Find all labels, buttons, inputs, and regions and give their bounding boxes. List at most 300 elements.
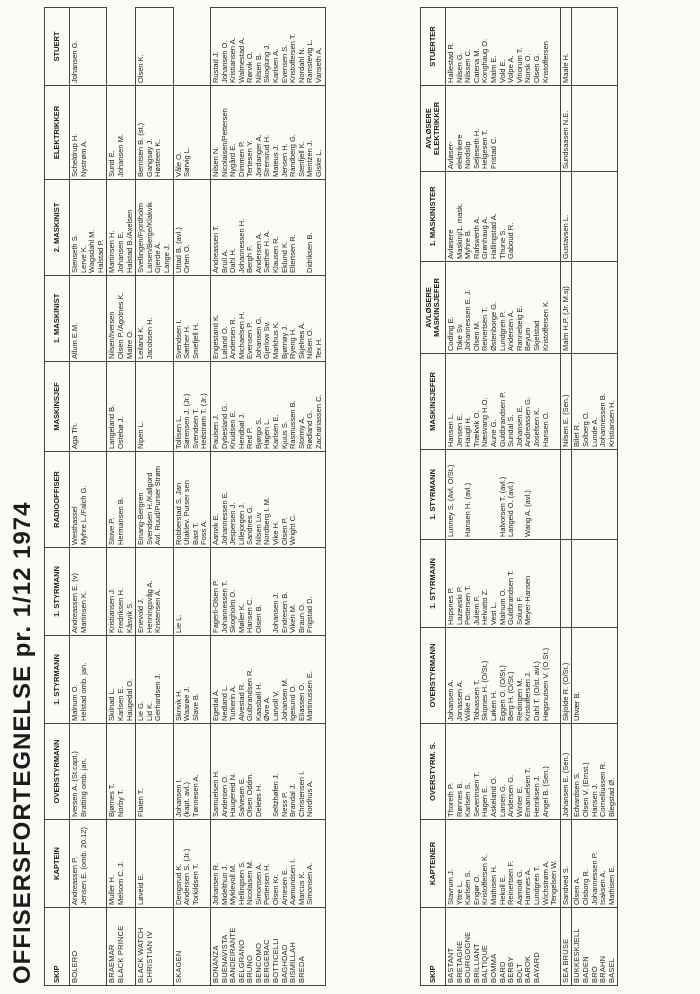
- crew-name: Møller K.: [236, 603, 246, 633]
- crew-name: Mentzen J.: [305, 140, 315, 177]
- ship-name: BOURGOGNE: [463, 931, 473, 983]
- crew-cell: [173, 636, 210, 724]
- page-title: OFFISERSFORTEGNELSE pr. 1/12 1974: [9, 501, 36, 984]
- crew-name: Catena M.: [471, 48, 481, 83]
- crew-cell: [136, 724, 173, 820]
- crew-cell: [70, 820, 107, 908]
- ship-name: BUKKESKJELL: [572, 928, 582, 983]
- crew-cell: [572, 86, 618, 172]
- crew-name: Tollisen L.: [173, 415, 183, 449]
- crew-name: [573, 452, 582, 537]
- ship-name: CHRISTIAN IV: [144, 931, 154, 983]
- crew-name: Angel B. (Sen.): [540, 766, 550, 817]
- crew-name: Stove P.: [107, 517, 117, 545]
- column-header: KAPTEINER: [421, 820, 446, 908]
- ship-name: BERBY: [506, 956, 516, 983]
- table-row: [446, 8, 561, 986]
- crew-name: Jensen E. (omb. 20.12): [78, 827, 88, 905]
- column-header: 1. STYRMANN: [421, 450, 446, 540]
- crew-name: Sundal S.: [506, 414, 516, 447]
- crew-name: Halvorsen T. (avl.): [497, 476, 507, 537]
- crew-name: Norby T.: [115, 789, 125, 817]
- crew-name: Myhre L./Falch G.: [78, 485, 88, 545]
- crew-name: Bilet R.: [572, 422, 582, 447]
- table-row: [70, 8, 107, 986]
- crew-name: Johansen I.: [173, 778, 183, 817]
- crew-name: Johansen G.: [253, 316, 263, 359]
- crew-name: Malnum O.: [70, 684, 79, 721]
- crew-name: Løveid E.: [136, 873, 146, 905]
- crew-name: Henriksen J.: [531, 775, 541, 817]
- crew-name: Johansen E.: [514, 405, 524, 447]
- crew-name: Guldbrandsen P.: [497, 391, 507, 447]
- crew-name: Volpe A.: [506, 55, 516, 83]
- crew-name: Svendsen T.: [190, 407, 200, 449]
- crew-name: Våle O.: [173, 151, 183, 177]
- crew-name: Vold E.: [497, 59, 507, 83]
- crew-name: Viken M.: [288, 603, 298, 633]
- crew-name: Hekoll E.: [497, 874, 507, 905]
- crew-name: Sørensen J. (Jr.): [182, 393, 192, 449]
- crew-name: Lie G.: [136, 700, 146, 721]
- crew-cell: [572, 354, 618, 450]
- column-header: 1. STYRMANN: [421, 540, 446, 628]
- crew-name: Robberstad S. Jan: [173, 482, 183, 545]
- ship-name: BREDA: [296, 956, 306, 983]
- crew-cell: [136, 8, 173, 86]
- ship-cell: [107, 908, 136, 986]
- ship-name: BANDEIRANTE: [228, 927, 238, 983]
- crew-name: Olsen V. (Ernst.): [580, 762, 590, 817]
- crew-name: Olsen A.: [572, 876, 582, 905]
- crew-cell: [572, 172, 618, 262]
- crew-cell: [572, 540, 618, 628]
- crew-name: Rasmussen B.: [288, 400, 298, 449]
- ship-name: BRAHN: [598, 955, 608, 983]
- crew-name: (kapt. avl.): [182, 781, 192, 817]
- crew-name: Fagerli-Olsen P.: [210, 579, 220, 633]
- column-header: ELEKTRIKKER: [45, 86, 70, 180]
- crew-name: Lie L.: [173, 614, 183, 633]
- crew-name: Frigstad D.: [305, 596, 315, 633]
- crew-name: Rafswerth A.: [471, 216, 481, 259]
- crew-name: Tengelsen W.: [549, 859, 559, 905]
- crew-name: Johansen J.: [271, 592, 281, 633]
- crew-cell: [560, 724, 572, 820]
- crew-cell: [560, 172, 572, 262]
- crew-cell: [572, 450, 618, 540]
- crew-name: Lunde A.: [589, 417, 599, 447]
- crew-name: Turkerin A.: [228, 685, 238, 721]
- crew-cell: [173, 452, 210, 548]
- crew-name: Zachariassen C.: [314, 394, 324, 449]
- crew-cell: [70, 548, 107, 636]
- table-row: [107, 8, 136, 986]
- crew-name: Josefsen K.: [531, 407, 541, 447]
- crew-name: Hedstrøm T. (Jr.): [199, 393, 209, 449]
- crew-name: Lundgren P.: [497, 311, 507, 351]
- crew-name: Muller H.: [107, 874, 117, 905]
- crew-name: Brandal J.: [288, 783, 298, 817]
- ship-name: BAROK: [523, 955, 533, 983]
- crew-name: Michaelsen H.: [236, 311, 246, 359]
- crew-name: Nordhus A.: [305, 779, 315, 817]
- ship-name: BADEN: [580, 956, 590, 983]
- ship-name: BOMMA: [488, 953, 498, 983]
- crew-name: Svellingen/Fjordholm: [136, 202, 146, 273]
- crew-name: Giske L.: [314, 149, 324, 177]
- crew-name: Johansen M.: [279, 678, 289, 721]
- crew-name: Kåsvik S.: [124, 601, 134, 633]
- crew-name: Gjerde A.: [153, 241, 163, 273]
- crew-name: Grønhaug A.: [480, 216, 490, 259]
- crew-name: Olsen Oddm.: [245, 772, 255, 817]
- crew-name: Alvestad R.: [236, 682, 246, 721]
- crew-name: Andersen A.: [506, 310, 516, 351]
- crew-name: Andreassen T.: [210, 225, 220, 273]
- crew-cell: [70, 180, 107, 276]
- crew-name: Codling E.: [446, 316, 455, 351]
- ship-name: BAYARD: [531, 952, 541, 983]
- crew-name: Jacobsen H.: [144, 317, 154, 359]
- crew-name: Beyum: [523, 327, 533, 351]
- crew-name: Nordahl N.: [296, 47, 306, 83]
- crew-name: Klausen R.: [271, 236, 281, 273]
- crew-name: Olsen P./Agotnes K.: [115, 292, 125, 359]
- crew-name: Østenborge G.: [488, 301, 498, 351]
- crew-name: Andersen S. (Jr.): [182, 848, 192, 905]
- crew-cell: [210, 820, 325, 908]
- officer-table-cargo-ships: [420, 7, 618, 986]
- crew-cell: [560, 450, 572, 540]
- crew-name: Emanuelsen T.: [523, 767, 533, 817]
- crew-name: Martinsen H.: [107, 230, 117, 273]
- crew-name: Aune G.: [488, 419, 498, 447]
- crew-name: Rønnes B.: [454, 781, 464, 817]
- column-header: STUERTER: [421, 8, 446, 86]
- column-header: OVERSTYRM. S.: [421, 724, 446, 820]
- crew-name: Skjelstad: [531, 320, 541, 351]
- crew-name: Johannessen H.: [236, 218, 246, 273]
- crew-cell: [107, 724, 136, 820]
- crew-cell: [210, 636, 325, 724]
- crew-name: Eliassen O.: [296, 682, 306, 721]
- crew-name: Skogholm O.: [228, 589, 238, 633]
- crew-name: Johansen E.: [115, 231, 125, 273]
- crew-cell: [210, 180, 325, 276]
- crew-name: Vest L.: [488, 602, 498, 625]
- crew-name: Olsen B.: [253, 604, 263, 633]
- crew-name: Reinertsen T.: [480, 306, 490, 351]
- ship-name: BELGRANO: [236, 939, 246, 983]
- crew-name: Lunney S. (Avl. O/St.): [446, 464, 455, 537]
- ship-name: BOTTICELLI: [271, 938, 281, 983]
- crew-name: Bjørnøy J.: [279, 324, 289, 359]
- crew-name: Johansen R.: [210, 862, 220, 905]
- crew-cell: [173, 820, 210, 908]
- crew-name: Løland O.: [219, 326, 229, 359]
- crew-name: Seljeseth H.: [471, 128, 481, 169]
- crew-name: Sørvig L.: [182, 146, 192, 177]
- crew-cell: [107, 180, 136, 276]
- crew-cell: [173, 276, 210, 362]
- crew-name: Walmestad A.: [236, 37, 246, 83]
- ship-name: BAGHDAD: [279, 944, 289, 983]
- crew-name: Engør O.: [471, 874, 481, 905]
- crew-name: Markhus K.: [271, 321, 281, 359]
- crew-name: Hendbøl J.: [236, 412, 246, 449]
- crew-name: Johannessen E.: [219, 491, 229, 545]
- crew-name: Andreassen P.: [70, 856, 79, 905]
- crew-name: Kaasbøll H.: [253, 682, 263, 721]
- column-header: 1. STYRMANN: [45, 548, 70, 636]
- crew-cell: [70, 276, 107, 362]
- crew-cell: [446, 354, 561, 450]
- crew-name: Kristoffersen K.: [480, 853, 490, 905]
- crew-name: Bast T.: [190, 522, 200, 545]
- crew-name: Dahl H.: [228, 247, 238, 273]
- crew-name: Næsvang H.O.: [480, 397, 490, 447]
- crew-name: Toke Sv.: [454, 322, 464, 351]
- crew-name: Egedal A.: [210, 688, 220, 721]
- crew-name: Stavrum J.: [446, 869, 455, 905]
- ship-cell: [210, 908, 325, 986]
- column-header: SKIP: [421, 908, 446, 986]
- officer-table-passenger-ships: [44, 7, 326, 986]
- crew-cell: [107, 820, 136, 908]
- crew-cell: [70, 452, 107, 548]
- crew-name: Avløser-: [446, 141, 455, 169]
- crew-name: Blegstad Ø.: [606, 777, 616, 817]
- crew-name: Lazewski P.: [454, 585, 464, 625]
- table-row: [210, 8, 325, 986]
- crew-name: Myhre B.: [463, 228, 473, 259]
- crew-name: Nilsen O.: [305, 328, 315, 359]
- crew-name: Nilsen/Iversen: [107, 311, 117, 359]
- crew-name: Tex H.: [314, 337, 324, 359]
- column-header: OVERSTYRMANN: [45, 724, 70, 820]
- crew-name: Flaten T.: [136, 788, 146, 817]
- crew-name: Nilsen E. (Sen.): [560, 394, 570, 447]
- ship-cell: [70, 908, 107, 986]
- crew-name: Bjørgo S.: [253, 417, 263, 449]
- crew-name: [573, 10, 582, 83]
- crew-name: Henningsvåg A.: [144, 580, 154, 633]
- column-header: RADIOOFFISER: [45, 452, 70, 548]
- crew-name: Helgesen T.: [480, 129, 490, 169]
- crew-name: Bratting omb. jan.: [78, 758, 88, 817]
- crew-name: Skoglung J.: [262, 43, 272, 83]
- crew-name: Torkildsen T.: [190, 863, 200, 905]
- crew-cell: [70, 86, 107, 180]
- crew-name: Johansen E. (Sen.): [560, 752, 570, 817]
- table-row: [560, 8, 572, 986]
- crew-name: elektrikere: [454, 134, 464, 169]
- crew-name: Redingen M.: [514, 678, 524, 721]
- crew-name: Haugedal O.: [124, 678, 134, 721]
- crew-name: Karlsen E.: [271, 414, 281, 449]
- crew-name: Wang A. (avl.): [523, 490, 533, 537]
- crew-name: Simonsen A.: [253, 862, 263, 905]
- crew-name: Arnesen E.: [279, 867, 289, 905]
- crew-name: Andersen A.: [253, 232, 263, 273]
- crew-name: Skilnad L.: [107, 688, 117, 721]
- crew-name: Winter E.: [514, 786, 524, 817]
- crew-cell: [136, 452, 173, 548]
- crew-cell: [107, 276, 136, 362]
- crew-cell: [136, 636, 173, 724]
- header-row: [421, 8, 446, 986]
- crew-cell: [446, 86, 561, 172]
- crew-name: Yttre L.: [454, 880, 464, 905]
- crew-name: Red P.: [245, 427, 255, 449]
- crew-name: Sund E.: [107, 150, 117, 177]
- crew-name: Berntsen B. (st.): [136, 122, 146, 177]
- column-header: MASKINSJEFER: [421, 354, 446, 450]
- crew-name: Olsborg R.: [580, 869, 590, 905]
- crew-name: Endresen B.: [279, 591, 289, 633]
- crew-name: Deleøs H.: [253, 783, 263, 817]
- crew-name: Solberg O.: [580, 411, 590, 447]
- crew-name: Waarøe J.: [182, 686, 192, 721]
- crew-name: Nipen L.: [136, 421, 146, 449]
- crew-name: Stenseth S.: [70, 234, 79, 273]
- crew-name: Uttad B. (avl.): [173, 227, 183, 273]
- crew-name: Karlsen E.: [115, 686, 125, 721]
- crew-name: Wright C.: [288, 513, 298, 545]
- crew-name: Helstad omb. jan.: [78, 662, 88, 721]
- crew-name: Mateus J.: [271, 144, 281, 177]
- crew-cell: [560, 820, 572, 908]
- crew-name: Wichstrøm A.: [540, 860, 550, 905]
- crew-name: Nicolaisen/Pettersen: [219, 108, 229, 177]
- crew-name: Allum E.M.: [70, 322, 79, 359]
- crew-name: Lid K.: [144, 701, 154, 721]
- crew-name: Utaklev. Purser sen: [182, 480, 192, 545]
- crew-name: Hamnes A.: [523, 868, 533, 905]
- crew-name: Thune S.: [497, 228, 507, 259]
- crew-name: Skjolde R. (O/St.): [560, 662, 570, 721]
- crew-name: Jensen H.: [279, 143, 289, 177]
- crew-name: [473, 452, 482, 537]
- crew-name: Myklevoll M.: [228, 863, 238, 905]
- ship-name: BOLERO: [70, 950, 79, 983]
- crew-name: Kristoffersen T.: [288, 33, 298, 83]
- crew-name: Maskinj/1. mask.: [454, 203, 464, 259]
- table-row: [136, 8, 173, 986]
- crew-name: Evensen S.: [279, 44, 289, 83]
- crew-name: Rørvik O.: [245, 51, 255, 83]
- crew-name: Øvre A.: [262, 695, 272, 721]
- crew-name: Johansen O.: [219, 40, 229, 83]
- crew-name: Kristiansen H.: [606, 400, 616, 447]
- crew-name: Konghaug O.: [480, 38, 490, 83]
- crew-cell: [560, 86, 572, 172]
- crew-name: Samuelsen H.: [210, 769, 220, 817]
- crew-name: Kristiansen A.: [228, 37, 238, 83]
- crew-name: Ramstevig L.: [305, 39, 315, 83]
- crew-name: Høgsnutsen V. (O.St.): [540, 647, 550, 721]
- crew-name: Karlsen S.: [463, 870, 473, 905]
- crew-name: [562, 452, 571, 537]
- crew-name: Bjørnes T.: [107, 783, 117, 817]
- crew-name: Andersen O.: [219, 774, 229, 817]
- crew-name: Dimmen P.: [236, 140, 246, 177]
- ship-name: BASEL: [606, 957, 616, 983]
- crew-name: [573, 264, 582, 351]
- crew-cell: [560, 354, 572, 450]
- crew-name: Langeid O. (avl.): [506, 481, 516, 537]
- crew-cell: [107, 86, 136, 180]
- crew-name: Halstad B./Axelsen: [124, 209, 134, 273]
- crew-name: Isaksen A.: [598, 870, 608, 905]
- column-header: AVLØSERE ELEKTRIKKER: [421, 86, 446, 172]
- crew-name: Hagen L.: [262, 418, 272, 449]
- column-header: 2. MASKINIST: [45, 180, 70, 276]
- crew-name: Lillejorgen J.: [236, 502, 246, 545]
- crew-name: Dengsrud K.: [173, 863, 183, 905]
- crew-name: Hopsnes P.: [446, 587, 455, 625]
- table-row: [572, 8, 618, 986]
- crew-name: Askeland O.: [488, 776, 498, 817]
- crew-name: Strensrud H.: [262, 134, 272, 177]
- crew-name: Ness P.: [279, 791, 289, 817]
- crew-name: Tobiassen T.: [471, 679, 481, 721]
- crew-cell: [446, 628, 561, 724]
- crew-name: Maale H.: [560, 52, 570, 83]
- crew-cell: [173, 86, 210, 180]
- ship-cell: [136, 908, 173, 986]
- crew-name: Sundsaasen N.E.: [560, 110, 570, 169]
- crew-cell: [210, 452, 325, 548]
- ship-name: BRETAGNE: [454, 940, 464, 983]
- column-header: AVLØSERE MASKINSJEFER: [421, 262, 446, 354]
- crew-cell: [136, 180, 173, 276]
- crew-cell: [173, 180, 210, 276]
- header-row: [45, 8, 70, 986]
- crew-cell: [572, 724, 618, 820]
- crew-name: Høsteen K.: [153, 139, 163, 177]
- crew-name: Svendsen H./Kallgord: [144, 472, 154, 545]
- crew-name: Nilsen Liv: [253, 512, 263, 545]
- crew-name: Enevold J.: [136, 597, 146, 633]
- crew-cell: [560, 540, 572, 628]
- crew-cell: [446, 450, 561, 540]
- crew-name: Mathisen E.: [606, 865, 616, 905]
- crew-name: Martinsen K.: [78, 590, 88, 633]
- ship-cell: [173, 908, 210, 986]
- crew-name: Haugli H.: [463, 416, 473, 447]
- crew-name: Skipnes H. (O/St.): [480, 660, 490, 721]
- crew-name: Vanseth A.: [314, 47, 324, 83]
- crew-name: Gerhardsen J.: [153, 673, 163, 721]
- crew-name: Hallingstad A.: [488, 213, 498, 259]
- crew-cell: [446, 540, 561, 628]
- column-header: MASKINSJEF: [45, 362, 70, 452]
- crew-name: Sandnes G.: [245, 505, 255, 545]
- crew-name: Hansen H. (avl.): [463, 482, 473, 537]
- crew-name: Smefjell H.: [190, 322, 200, 359]
- ship-name: BRILLIANT: [471, 943, 481, 983]
- crew-name: Eggen O. (O/St.): [497, 665, 507, 721]
- crew-name: Tertesen Y.: [245, 140, 255, 177]
- crew-name: Olsen P.: [279, 517, 289, 545]
- crew-name: Hallestad R.: [446, 42, 455, 83]
- crew-name: Nordslip: [463, 141, 473, 169]
- crew-name: Nygård E.: [228, 143, 238, 177]
- crew-name: Gjerlow Sv.: [262, 321, 272, 359]
- crew-cell: [446, 724, 561, 820]
